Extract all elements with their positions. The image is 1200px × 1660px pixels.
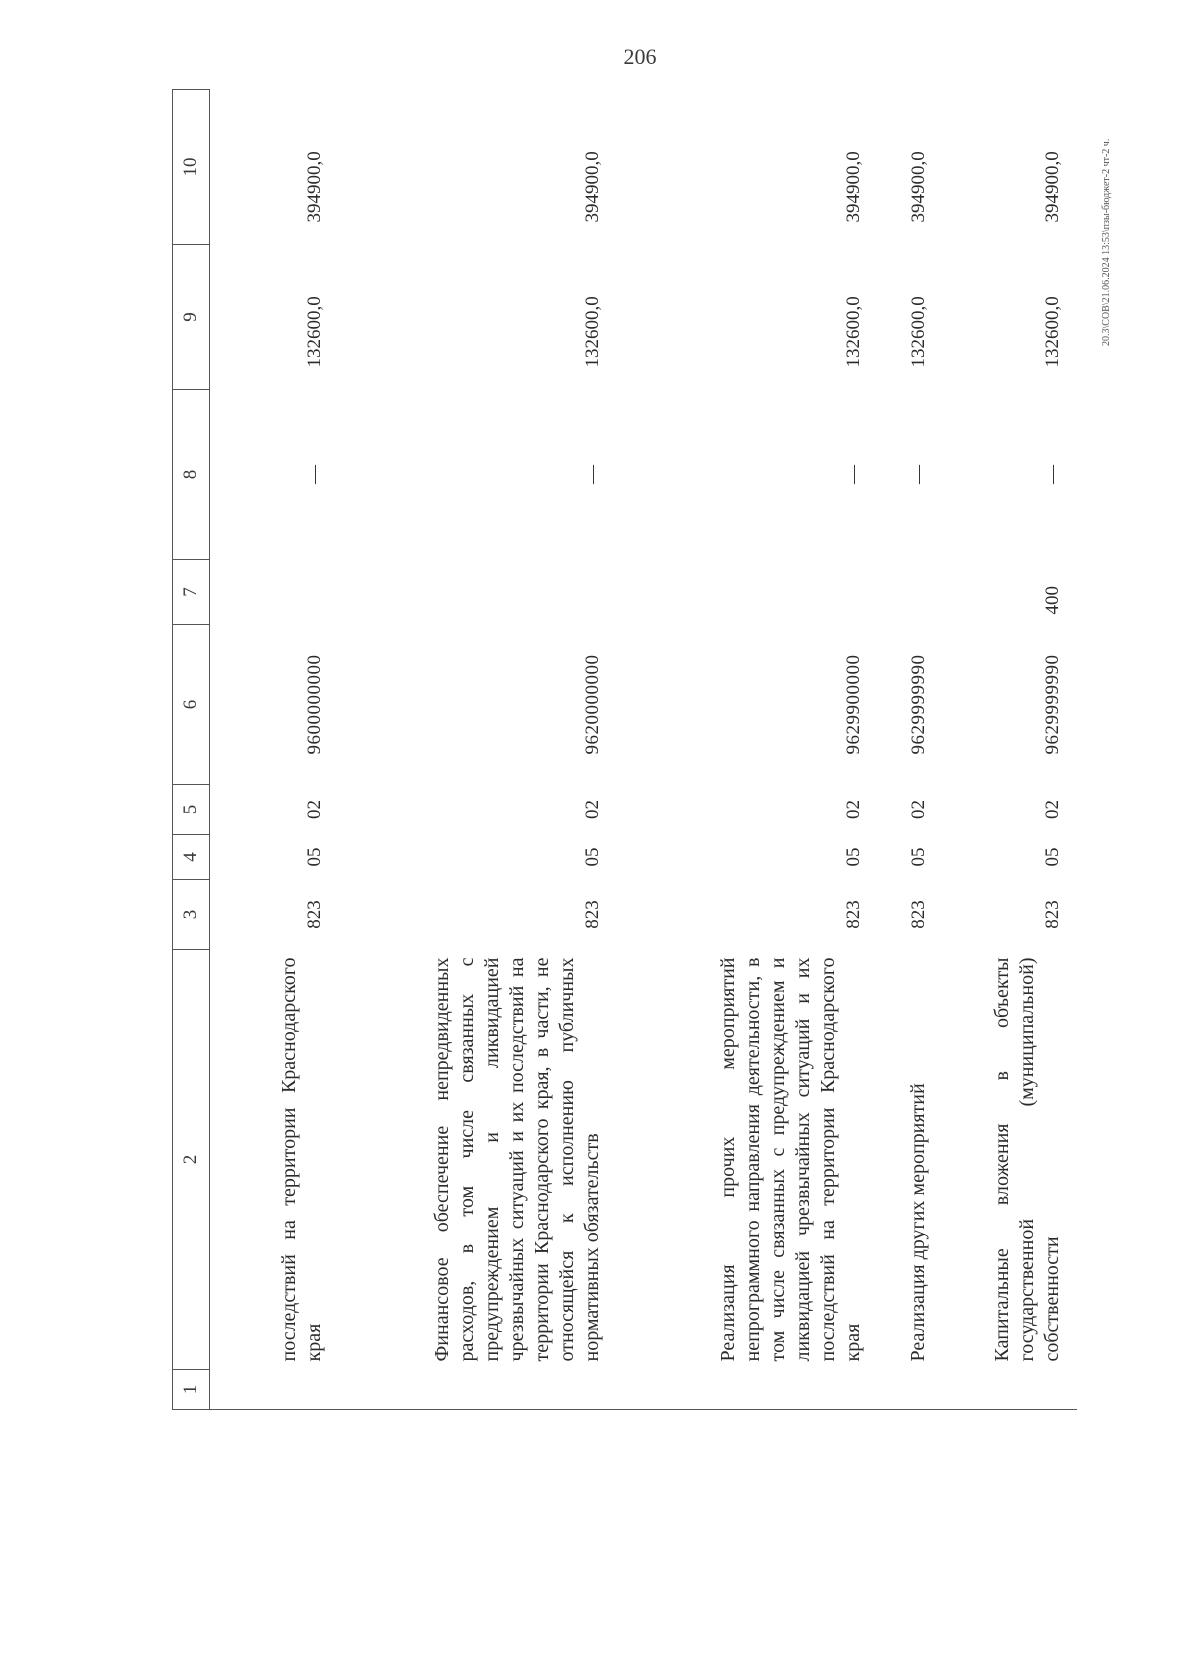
cell-col-4: 05 [581, 847, 603, 867]
cell-col-4: 05 [908, 847, 930, 867]
cell-col-7 [339, 560, 616, 625]
cell-col-3: 823 [210, 880, 340, 950]
header-col-5: 5 [173, 785, 210, 835]
cell-col-8: — [908, 465, 930, 484]
header-col-6: 6 [173, 625, 210, 785]
header-row [173, 90, 210, 1410]
cell-col-4: 05 [843, 847, 865, 867]
page-number: 206 [623, 44, 657, 69]
cell-description: Реализация других мероприятий [907, 1083, 930, 1362]
header-col-3: 3 [173, 880, 210, 950]
cell-col-7 [617, 560, 879, 625]
cell-col-5: 02 [843, 800, 865, 819]
cell-col-9: 132600,0 [843, 296, 865, 368]
cell-col-6: 9629900000 [843, 654, 865, 755]
cell-col-10: 394900,0 [210, 90, 340, 245]
cell-col-10: 394900,0 [1042, 151, 1063, 223]
cell-col-1 [878, 1370, 943, 1410]
cell-col-1 [210, 1370, 340, 1410]
cell-col-8: — [210, 390, 340, 560]
cell-col-8: — [843, 465, 865, 484]
cell-description: Капитальные вложения в объекты государственной (муниципальной) собственности [991, 957, 1063, 1362]
cell-col-3: 823 [581, 900, 603, 929]
cell-col-6: 9600000000 [210, 625, 340, 785]
table-row [339, 90, 616, 1410]
cell-col-4: 05 [1042, 847, 1063, 867]
cell-col-7: 400 [1042, 586, 1063, 615]
cell-col-9: 132600,0 [581, 296, 603, 368]
table-row [210, 90, 340, 1410]
cell-col-10: 394900,0 [581, 151, 603, 223]
header-col-4: 4 [173, 835, 210, 880]
cell-description: Финансовое обеспечение непредвиденных расходов, в том числе связанных с предупреждением и ликвидацией чрезвычайных ситуаций и их последствий на территории Краснодарского края, в части, не относящейся к исполнению публичных нормативных обязательств [430, 957, 603, 1362]
cell-col-1 [339, 1370, 616, 1410]
table-row [617, 90, 879, 1410]
header-col-1: 1 [173, 1370, 210, 1410]
cell-col-4: 05 [210, 835, 340, 880]
cell-col-5: 02 [1042, 800, 1063, 819]
cell-col-6: 9620000000 [581, 654, 603, 755]
rotated-table-wrapper [172, 90, 1077, 1410]
budget-table [172, 89, 1077, 1410]
table-row [878, 90, 943, 1410]
cell-col-6: 9629999990 [1042, 654, 1063, 755]
cell-col-8: — [581, 465, 603, 484]
cell-col-1 [617, 1370, 879, 1410]
cell-col-10: 394900,0 [908, 151, 930, 223]
cell-col-7 [210, 560, 340, 625]
cell-col-9: 132600,0 [210, 245, 340, 390]
cell-col-1 [943, 1370, 1077, 1410]
header-col-7: 7 [173, 560, 210, 625]
cell-col-3: 823 [908, 900, 930, 929]
cell-col-5: 02 [210, 785, 340, 835]
cell-col-7 [878, 560, 943, 625]
cell-col-9: 132600,0 [908, 296, 930, 368]
cell-col-8: — [1042, 465, 1063, 484]
header-col-8: 8 [173, 390, 210, 560]
header-col-10: 10 [173, 90, 210, 245]
cell-col-5: 02 [581, 800, 603, 819]
cell-col-9: 132600,0 [1042, 296, 1063, 368]
header-col-9: 9 [173, 245, 210, 390]
cell-col-3: 823 [843, 900, 865, 929]
cell-description: Реализация прочих мероприятий непрограммного направления деятельности, в том числе связанных с предупреждением и ликвидацией чрезвычайных ситуаций и их последствий на территории Краснодарского края [717, 957, 865, 1362]
table-row [943, 90, 1077, 1410]
footer-stamp: 20.3\СОВ\21.06.2024 13:53\пзы-бюджет-2 чт-2 ч. [1101, 138, 1112, 346]
cell-description: последствий на территории Краснодарского края [210, 950, 340, 1370]
cell-col-5: 02 [908, 800, 930, 819]
header-col-2: 2 [173, 950, 210, 1370]
cell-col-10: 394900,0 [843, 151, 865, 223]
cell-col-6: 9629999990 [908, 654, 930, 755]
cell-col-3: 823 [1042, 900, 1063, 929]
